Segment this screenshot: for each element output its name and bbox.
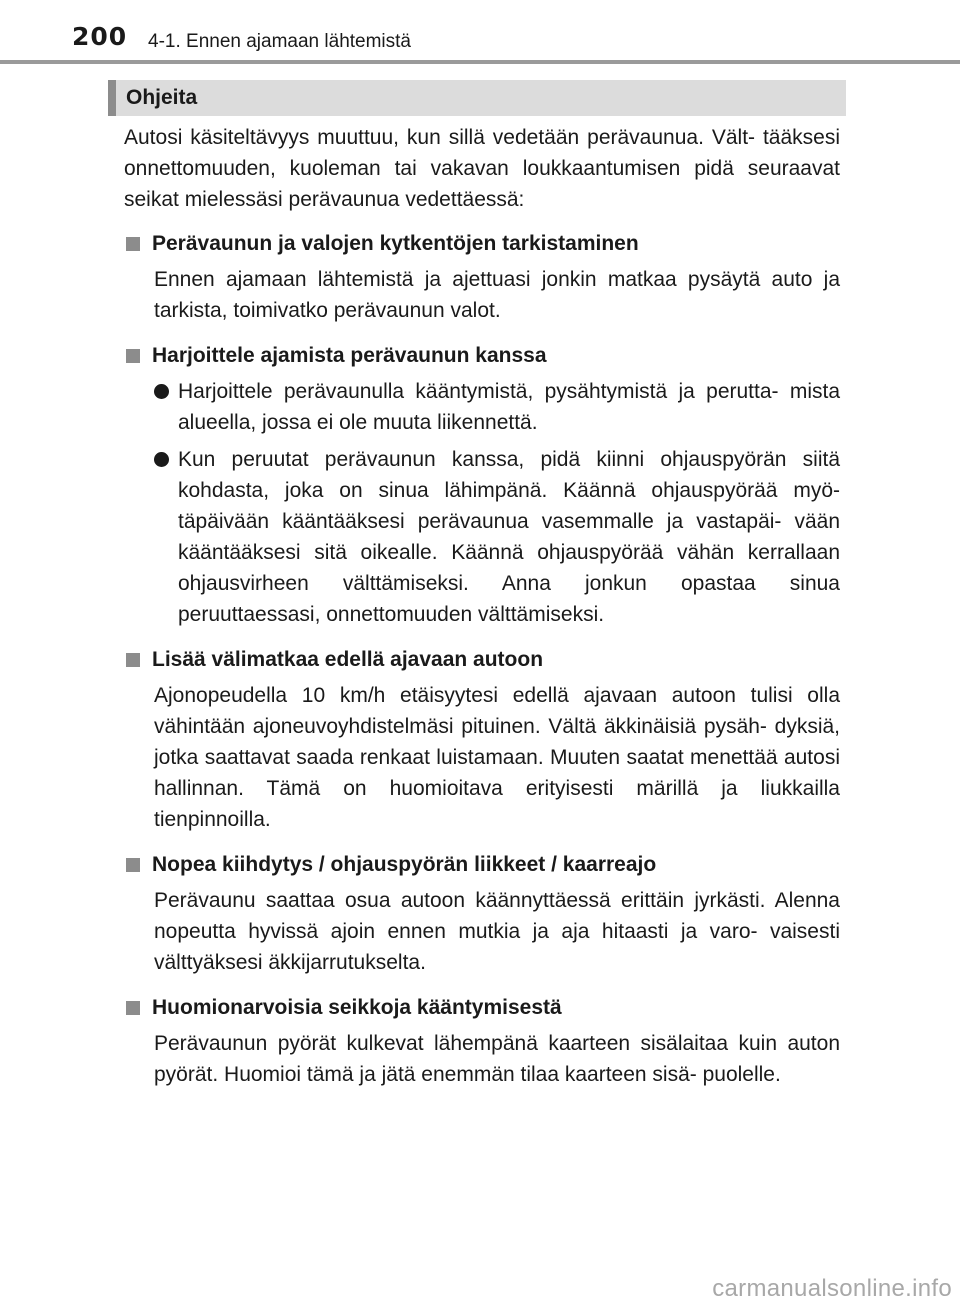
intro-paragraph: Autosi käsiteltävyys muuttuu, kun sillä vedetään perävaunua. Vält- tääksesi onnettomuuden, kuoleman tai vakavan loukkaantumisen pidä seuraavat seikat mielessäsi perävaunua vedettäessä: — [124, 126, 840, 211]
paragraph-trailer-lights: Ennen ajamaan lähtemistä ja ajettuasi jonkin matkaa pysäytä auto ja tarkista, toimivatko perävaunun valot. — [154, 268, 840, 322]
round-bullet-icon — [154, 384, 169, 399]
section-header — [108, 80, 846, 116]
square-bullet-icon — [126, 653, 140, 667]
subheading-text: Huomionarvoisia seikkoja kääntymisestä — [152, 996, 562, 1019]
square-bullet-icon — [126, 858, 140, 872]
square-bullet-icon — [126, 237, 140, 251]
section-title: Ohjeita — [126, 86, 198, 109]
subheading-distance — [124, 644, 840, 675]
subheading-turning — [124, 992, 840, 1023]
header-rule — [0, 60, 960, 64]
page-header — [0, 0, 960, 66]
subheading-text: Harjoittele ajamista perävaunun kanssa — [152, 344, 547, 367]
subheading-text: Lisää välimatkaa edellä ajavaan autoon — [152, 648, 544, 671]
page-number: 200 — [72, 22, 128, 51]
watermark: carmanualsonline.info — [712, 1275, 952, 1302]
bullet-reversing — [124, 444, 840, 630]
paragraph-distance: Ajonopeudella 10 km/h etäisyytesi edellä ajavaan autoon tulisi olla vähintään ajoneuvoyhdistelmäsi pituinen. Vältä äkkinäisiä pysäh- dyksiä, jotka saattavat saada renkaat luistamaan. Muuten saatat menettää autosi hallinnan. Tämä on huomioitava erityisesti märillä ja liukkailla tienpinnoilla. — [154, 684, 840, 831]
content — [124, 122, 840, 1104]
chapter-title: 4-1. Ennen ajamaan lähtemistä — [148, 31, 411, 52]
subheading-practice — [124, 340, 840, 371]
subheading-text: Nopea kiihdytys / ohjauspyörän liikkeet / kaarreajo — [152, 853, 657, 876]
subheading-text: Perävaunun ja valojen kytkentöjen tarkistaminen — [152, 232, 639, 255]
bullet-practice-turning — [124, 376, 840, 438]
paragraph-turning: Perävaunun pyörät kulkevat lähempänä kaarteen sisälaitaa kuin auton pyörät. Huomioi tämä ja jätä enemmän tilaa kaarteen sisä- puolelle. — [154, 1032, 840, 1086]
section-header-bar — [108, 80, 116, 116]
square-bullet-icon — [126, 1001, 140, 1015]
subheading-trailer-lights — [124, 228, 840, 259]
subheading-acceleration — [124, 849, 840, 880]
paragraph-acceleration: Perävaunu saattaa osua autoon käännyttäessä erittäin jyrkästi. Alenna nopeutta hyvissä ajoin ennen mutkia ja aja hitaasti ja varo- vaisesti välttyäksesi äkkijarrutukselta. — [154, 889, 840, 974]
square-bullet-icon — [126, 349, 140, 363]
round-bullet-icon — [154, 452, 169, 467]
bullet-text: Kun peruutat perävaunun kanssa, pidä kiinni ohjauspyörän siitä kohdasta, joka on sinua lähimpänä. Käännä ohjauspyörää myö- täpäivään kääntääksesi perävaunua vasemmalle ja vastapäi- vään kääntääksesi sitä oikealle. Käännä ohjauspyörää vähän kerrallaan ohjausvirheen välttämiseksi. Anna jonkun opastaa sinua peruuttaessasi, onnettomuuden välttämiseksi. — [178, 448, 840, 626]
bullet-text: Harjoittele perävaunulla kääntymistä, pysähtymistä ja perutta- mista alueella, jossa ei ole muuta liikennettä. — [178, 380, 840, 434]
